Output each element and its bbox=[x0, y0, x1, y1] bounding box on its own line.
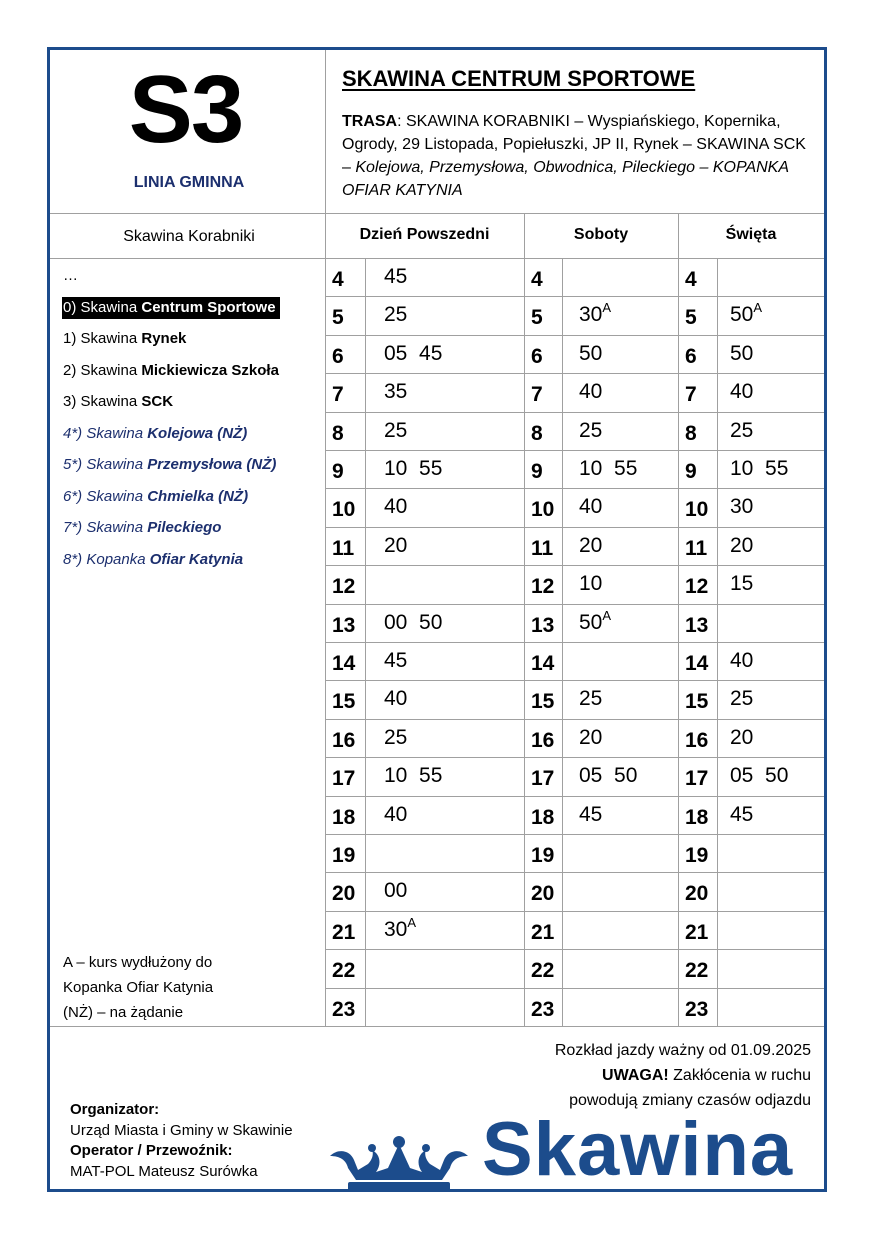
row-rule bbox=[325, 604, 824, 605]
row-rule bbox=[325, 565, 824, 566]
stop-prefix: 6*) Skawina bbox=[63, 487, 148, 505]
stop-item bbox=[63, 550, 323, 582]
hour-saturday: 17 bbox=[531, 767, 555, 790]
minutes-saturday bbox=[579, 495, 602, 519]
hour-weekday: 13 bbox=[332, 614, 356, 637]
row-rule bbox=[325, 719, 824, 720]
warning-label: UWAGA! bbox=[602, 1067, 669, 1084]
crown-icon bbox=[328, 1134, 470, 1192]
stop-name: Kolejowa (NŻ) bbox=[147, 424, 248, 442]
minutes-value: 45 bbox=[384, 265, 408, 288]
hour-weekday: 9 bbox=[332, 460, 344, 483]
hour-holiday: 6 bbox=[685, 345, 697, 368]
column-saturday: Soboty bbox=[573, 226, 629, 243]
route-plain: : SKAWINA KORABNIKI – Wyspiańskiego, Kopernika, Ogrody, 29 Listopada, Popiełuszki, JP II, Rynek – SKAWINA SCK – bbox=[342, 113, 806, 176]
hour-holiday: 9 bbox=[685, 460, 697, 483]
extended-route-marker: A bbox=[602, 300, 612, 315]
stop-name: Mickiewicza Szkoła bbox=[141, 361, 279, 379]
minutes-weekday bbox=[384, 303, 407, 327]
row-rule bbox=[325, 527, 824, 528]
hour-saturday: 11 bbox=[531, 537, 554, 560]
minutes-value: 40 bbox=[730, 649, 754, 672]
hour-weekday: 14 bbox=[332, 652, 356, 675]
minutes-weekday bbox=[384, 380, 407, 404]
row-rule bbox=[325, 834, 824, 835]
warning-line-2: powodują zmiany czasów odjazdu bbox=[569, 1092, 811, 1109]
minutes-value: 10 55 bbox=[384, 457, 443, 480]
column-rule bbox=[678, 213, 679, 1026]
column-rule bbox=[524, 213, 525, 1026]
minutes-saturday bbox=[579, 687, 602, 711]
minutes-weekday bbox=[384, 495, 407, 519]
column-rule bbox=[717, 258, 718, 1026]
hour-holiday: 20 bbox=[685, 882, 709, 905]
minutes-value: 20 bbox=[730, 534, 754, 557]
stop-prefix: 8*) Kopanka bbox=[63, 550, 150, 568]
hour-weekday: 16 bbox=[332, 729, 356, 752]
extended-route-marker: A bbox=[602, 608, 612, 623]
minutes-value: 05 50 bbox=[730, 764, 789, 787]
column-rule bbox=[325, 213, 326, 1026]
hour-weekday: 18 bbox=[332, 806, 356, 829]
warning-line bbox=[555, 1063, 811, 1088]
minutes-value: 45 bbox=[384, 649, 408, 672]
minutes-value: 25 bbox=[730, 687, 754, 710]
minutes-value: 30 bbox=[730, 495, 754, 518]
hour-holiday: 18 bbox=[685, 806, 709, 829]
hour-saturday: 21 bbox=[531, 921, 555, 944]
minutes-saturday bbox=[579, 300, 612, 327]
minutes-weekday bbox=[384, 419, 407, 443]
minutes-value: 05 50 bbox=[579, 764, 638, 787]
minutes-weekday bbox=[384, 265, 407, 289]
colhead-rule bbox=[50, 258, 824, 259]
row-rule bbox=[325, 335, 824, 336]
minutes-value: 20 bbox=[384, 534, 408, 557]
operator-value: MAT-POL Mateusz Surówka bbox=[70, 1162, 258, 1180]
stop-prefix: 7*) Skawina bbox=[63, 519, 148, 536]
stop-item bbox=[63, 361, 323, 393]
hour-holiday: 14 bbox=[685, 652, 709, 675]
minutes-weekday bbox=[384, 534, 407, 558]
minutes-saturday bbox=[579, 726, 602, 750]
minutes-value: 45 bbox=[579, 803, 603, 826]
hour-weekday: 11 bbox=[332, 537, 355, 560]
hour-saturday: 8 bbox=[531, 422, 543, 445]
hour-weekday: 22 bbox=[332, 959, 356, 982]
stop-item bbox=[63, 487, 323, 519]
header-divider bbox=[325, 50, 326, 214]
stop-prefix: … bbox=[63, 267, 78, 284]
stop-prefix: 5*) Skawina bbox=[63, 456, 148, 473]
hour-weekday: 5 bbox=[332, 306, 344, 329]
minutes-weekday bbox=[384, 764, 442, 788]
stop-prefix: 3) Skawina bbox=[63, 393, 142, 410]
minutes-weekday bbox=[384, 726, 407, 750]
stop-prefix: 2) Skawina bbox=[63, 361, 142, 379]
extended-route-marker: A bbox=[753, 300, 763, 315]
minutes-holiday bbox=[730, 726, 753, 750]
minutes-holiday bbox=[730, 457, 788, 481]
hour-holiday: 11 bbox=[685, 537, 708, 560]
hour-weekday: 17 bbox=[332, 767, 356, 790]
minutes-value: 45 bbox=[730, 803, 754, 826]
minutes-value: 25 bbox=[384, 726, 408, 749]
minutes-holiday bbox=[730, 419, 753, 443]
origin-stop: Skawina Korabniki bbox=[123, 228, 255, 245]
hour-holiday: 22 bbox=[685, 959, 709, 982]
minutes-holiday bbox=[730, 803, 753, 827]
note-line: (NŻ) – na żądanie bbox=[63, 1004, 184, 1021]
hour-saturday: 7 bbox=[531, 383, 543, 406]
stop-prefix: 4*) Skawina bbox=[63, 424, 148, 442]
minutes-holiday bbox=[730, 342, 753, 366]
minutes-saturday bbox=[579, 764, 637, 788]
minutes-value: 05 45 bbox=[384, 342, 443, 365]
minutes-value: 30 bbox=[579, 303, 603, 326]
minutes-weekday bbox=[384, 803, 407, 827]
hour-saturday: 9 bbox=[531, 460, 543, 483]
row-rule bbox=[325, 642, 824, 643]
row-rule bbox=[325, 450, 824, 451]
minutes-holiday bbox=[730, 649, 753, 673]
operator-label: Operator / Przewoźnik: bbox=[70, 1142, 233, 1159]
stop-item bbox=[63, 424, 323, 456]
hour-holiday: 17 bbox=[685, 767, 709, 790]
stop-name: Rynek bbox=[141, 330, 187, 347]
row-rule bbox=[325, 296, 824, 297]
hour-holiday: 12 bbox=[685, 575, 709, 598]
minutes-value: 10 bbox=[579, 572, 603, 595]
stop-name: Ofiar Katynia bbox=[149, 550, 244, 568]
hour-holiday: 23 bbox=[685, 998, 709, 1021]
hour-weekday: 23 bbox=[332, 998, 356, 1021]
row-rule bbox=[325, 757, 824, 758]
minutes-weekday bbox=[384, 687, 407, 711]
stop-item bbox=[63, 518, 323, 550]
line-number: S3 bbox=[128, 56, 243, 163]
column-rule bbox=[562, 258, 563, 1026]
minutes-weekday bbox=[384, 342, 442, 366]
skawina-logo-text: Skawina bbox=[482, 1107, 794, 1192]
stop-item bbox=[63, 455, 323, 487]
minutes-value: 40 bbox=[579, 495, 603, 518]
minutes-saturday bbox=[579, 342, 602, 366]
minutes-value: 40 bbox=[384, 803, 408, 826]
minutes-value: 10 55 bbox=[730, 457, 789, 480]
hour-saturday: 16 bbox=[531, 729, 555, 752]
minutes-value: 35 bbox=[384, 380, 408, 403]
hour-saturday: 6 bbox=[531, 345, 543, 368]
minutes-value: 30 bbox=[384, 918, 408, 941]
stop-name: Pileckiego bbox=[147, 519, 222, 536]
row-rule bbox=[325, 412, 824, 413]
stop-name: Centrum Sportowe bbox=[141, 298, 276, 316]
minutes-value: 50 bbox=[579, 611, 603, 634]
hour-weekday: 15 bbox=[332, 690, 356, 713]
column-holiday: Święta bbox=[725, 226, 777, 243]
minutes-value: 25 bbox=[730, 419, 754, 442]
minutes-value: 40 bbox=[384, 687, 408, 710]
hour-holiday: 13 bbox=[685, 614, 709, 637]
minutes-weekday bbox=[384, 915, 417, 942]
hour-saturday: 20 bbox=[531, 882, 555, 905]
minutes-value: 50 bbox=[579, 342, 603, 365]
hour-saturday: 18 bbox=[531, 806, 555, 829]
minutes-saturday bbox=[579, 572, 602, 596]
minutes-value: 10 55 bbox=[384, 764, 443, 787]
hour-saturday: 14 bbox=[531, 652, 555, 675]
minutes-saturday bbox=[579, 608, 612, 635]
minutes-value: 00 50 bbox=[384, 611, 443, 634]
stop-name: SCK bbox=[141, 393, 174, 410]
hour-saturday: 4 bbox=[531, 268, 543, 291]
minutes-value: 50 bbox=[730, 342, 754, 365]
validity-info bbox=[555, 1038, 811, 1113]
minutes-value: 15 bbox=[730, 572, 754, 595]
minutes-value: 25 bbox=[384, 419, 408, 442]
hour-weekday: 19 bbox=[332, 844, 356, 867]
minutes-holiday bbox=[730, 687, 753, 711]
hour-weekday: 12 bbox=[332, 575, 356, 598]
hour-weekday: 10 bbox=[332, 498, 356, 521]
hour-holiday: 21 bbox=[685, 921, 709, 944]
row-rule bbox=[325, 373, 824, 374]
hour-saturday: 12 bbox=[531, 575, 555, 598]
minutes-value: 20 bbox=[579, 726, 603, 749]
column-rule bbox=[365, 258, 366, 1026]
row-rule bbox=[325, 680, 824, 681]
minutes-value: 50 bbox=[730, 303, 754, 326]
minutes-value: 40 bbox=[384, 495, 408, 518]
row-rule bbox=[325, 872, 824, 873]
minutes-holiday bbox=[730, 534, 753, 558]
extended-route-marker: A bbox=[407, 915, 417, 930]
row-rule bbox=[325, 488, 824, 489]
hour-holiday: 4 bbox=[685, 268, 697, 291]
hour-saturday: 5 bbox=[531, 306, 543, 329]
notes bbox=[63, 950, 213, 1025]
minutes-saturday bbox=[579, 419, 602, 443]
current-stop bbox=[63, 298, 323, 330]
minutes-saturday bbox=[579, 380, 602, 404]
hour-weekday: 8 bbox=[332, 422, 344, 445]
note-line: Kopanka Ofiar Katynia bbox=[63, 979, 214, 996]
minutes-holiday bbox=[730, 300, 763, 327]
minutes-value: 40 bbox=[579, 380, 603, 403]
header-rule bbox=[50, 213, 824, 214]
minutes-holiday bbox=[730, 764, 788, 788]
hour-weekday: 4 bbox=[332, 268, 344, 291]
hour-weekday: 6 bbox=[332, 345, 344, 368]
stop-item bbox=[63, 329, 323, 361]
minutes-weekday bbox=[384, 879, 407, 903]
hour-holiday: 10 bbox=[685, 498, 709, 521]
hour-holiday: 19 bbox=[685, 844, 709, 867]
minutes-value: 25 bbox=[384, 303, 408, 326]
hour-saturday: 13 bbox=[531, 614, 555, 637]
minutes-holiday bbox=[730, 572, 753, 596]
route-description bbox=[342, 110, 812, 202]
minutes-value: 20 bbox=[579, 534, 603, 557]
row-rule bbox=[325, 911, 824, 912]
organizer-label: Organizator: bbox=[70, 1101, 160, 1118]
hour-saturday: 15 bbox=[531, 690, 555, 713]
stop-item bbox=[63, 266, 323, 298]
hour-holiday: 15 bbox=[685, 690, 709, 713]
warning-text: Zakłócenia w ruchu bbox=[668, 1067, 811, 1084]
line-type: LINIA GMINNA bbox=[133, 174, 245, 191]
stop-title: SKAWINA CENTRUM SPORTOWE bbox=[342, 66, 696, 91]
minutes-value: 25 bbox=[579, 419, 603, 442]
minutes-value: 25 bbox=[579, 687, 603, 710]
hour-weekday: 20 bbox=[332, 882, 356, 905]
minutes-weekday bbox=[384, 649, 407, 673]
row-rule bbox=[325, 796, 824, 797]
validity-date: Rozkład jazdy ważny od 01.09.2025 bbox=[554, 1042, 811, 1059]
minutes-weekday bbox=[384, 611, 442, 635]
stop-list bbox=[63, 266, 323, 581]
footer-rule bbox=[50, 1026, 824, 1027]
hour-saturday: 19 bbox=[531, 844, 555, 867]
minutes-weekday bbox=[384, 457, 442, 481]
hour-holiday: 8 bbox=[685, 422, 697, 445]
minutes-value: 20 bbox=[730, 726, 754, 749]
stop-name: Chmielka (NŻ) bbox=[147, 487, 249, 505]
minutes-saturday bbox=[579, 803, 602, 827]
minutes-holiday bbox=[730, 380, 753, 404]
minutes-saturday bbox=[579, 457, 637, 481]
minutes-value: 00 bbox=[384, 879, 408, 902]
stop-name: Przemysłowa (NŻ) bbox=[147, 456, 277, 473]
organizer-info bbox=[70, 1100, 293, 1182]
hour-weekday: 7 bbox=[332, 383, 344, 406]
minutes-holiday bbox=[730, 495, 753, 519]
route-italic: Kolejowa, Przemysłowa, Obwodnica, Pileckiego – KOPANKA OFIAR KATYNIA bbox=[342, 159, 789, 199]
row-rule bbox=[325, 949, 824, 950]
column-weekday: Dzień Powszedni bbox=[359, 226, 490, 243]
organizer-value: Urząd Miasta i Gminy w Skawinie bbox=[70, 1121, 293, 1139]
stop-prefix: 0) Skawina bbox=[63, 298, 142, 316]
hour-saturday: 23 bbox=[531, 998, 555, 1021]
hour-holiday: 7 bbox=[685, 383, 697, 406]
minutes-saturday bbox=[579, 534, 602, 558]
hour-saturday: 10 bbox=[531, 498, 555, 521]
minutes-value: 10 55 bbox=[579, 457, 638, 480]
note-line: A – kurs wydłużony do bbox=[63, 954, 213, 971]
hour-holiday: 5 bbox=[685, 306, 697, 329]
minutes-value: 40 bbox=[730, 380, 754, 403]
stop-prefix: 1) Skawina bbox=[63, 330, 142, 347]
hour-saturday: 22 bbox=[531, 959, 555, 982]
stop-item bbox=[63, 392, 323, 424]
route-label: TRASA bbox=[342, 113, 398, 130]
hour-holiday: 16 bbox=[685, 729, 709, 752]
hour-weekday: 21 bbox=[332, 921, 356, 944]
row-rule bbox=[325, 988, 824, 989]
